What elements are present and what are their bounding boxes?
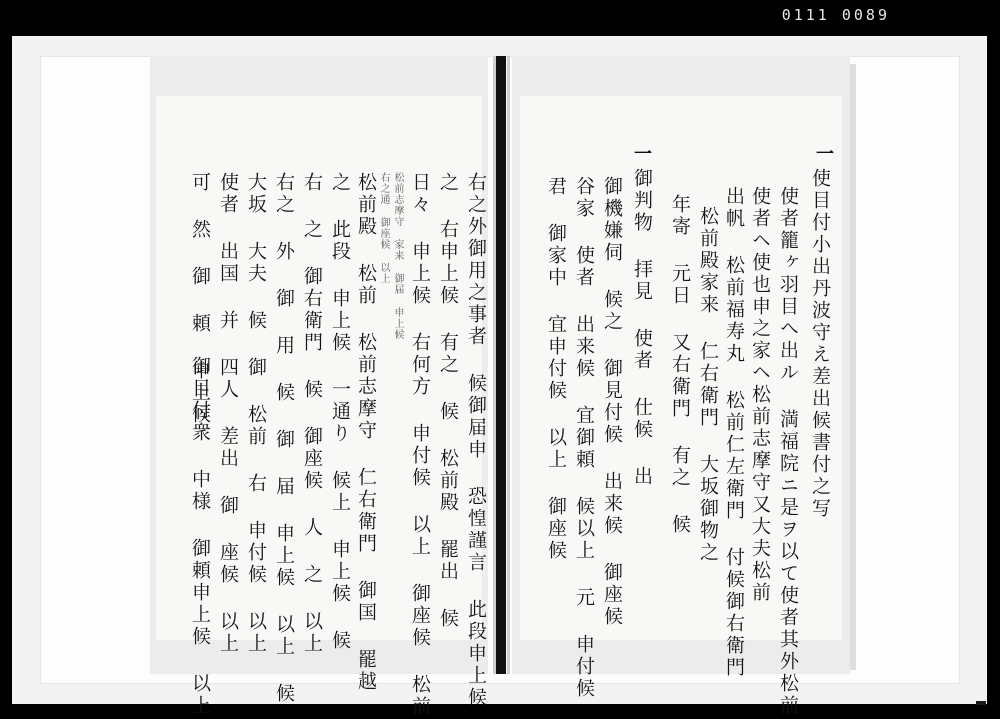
right-column-5: 松前殿家来 仁右衛門 大坂御物之 [697, 206, 719, 564]
page-edge [850, 64, 856, 670]
right-column-1: 使目付小出丹波守え差出候書付之写 [809, 168, 831, 520]
left-note-2: 右之通 御座候 以上 [378, 172, 389, 284]
right-column-8: 御機嫌伺 候之 御見付候 出来候 御座候 [601, 176, 623, 628]
right-column-2: 使者籠ヶ羽目へ出ル 満福院ニ是ヲ以て使者其外松前 [777, 186, 799, 717]
left-column-6: 右 之 御右衛門 候 御座候 人 之 以上 [301, 172, 323, 655]
left-column-4: 松前殿 松前 松前志摩守 仁右衛門 御国 罷越 [355, 172, 377, 693]
item-mark-2: 一 [634, 144, 652, 165]
left-column-10: 可 然 御 頼 申上候 [189, 172, 211, 426]
binding-edge-left [493, 56, 496, 674]
right-column-6: 年寄 元日 又右衛門 有之 候 [669, 194, 691, 536]
right-column-9: 谷家 使者 出来候 宜御頼 候以上 元 申付候 [573, 176, 595, 700]
right-column-4: 出帆 松前福寿丸 松前仁左衛門 付候御右衛門 [723, 186, 745, 679]
frame-number: 0111 0089 [781, 6, 890, 24]
left-column-7: 右之 外 御 用 候 御 届 申上候 以上 候 [273, 172, 295, 705]
left-column-3: 日々 申上候 右何方 申付候 以上 御座候 松前 [409, 172, 431, 718]
open-book [150, 56, 852, 718]
left-column-1: 右之外御用之事者 候御届申 恐惶謹言 此段申上候 [465, 172, 487, 709]
left-column-8: 大坂 大夫 候 御 松前 右 申付候 以上 [245, 172, 267, 655]
signature: 御目付衆 中様 御頼申上候 以上 [189, 356, 211, 717]
binding-edge-right [507, 56, 510, 674]
left-note-1: 松前志摩守 家来 御届 申上候 [392, 172, 403, 340]
left-column-2: 之 右申上候 有之 候 松前殿 罷出 候 [437, 172, 459, 630]
item-mark-1: 一 [816, 144, 834, 165]
right-column-7: 御判物 拝見 使者 仕候 出 [631, 168, 653, 488]
right-column-3: 使者ヘ使也申之家ヘ松前志摩守又大夫松前 [749, 186, 771, 604]
left-column-5: 之 此段 申上候 一通り 候上 申上候 候 [329, 172, 351, 652]
right-column-10: 君 御家中 宜申付候 以上 御座候 [545, 176, 567, 562]
film-edge-mark [976, 701, 986, 705]
book-binding [496, 56, 506, 674]
left-column-9: 使者 出国 并 四人 差出 御 座候 以上 [217, 172, 239, 655]
